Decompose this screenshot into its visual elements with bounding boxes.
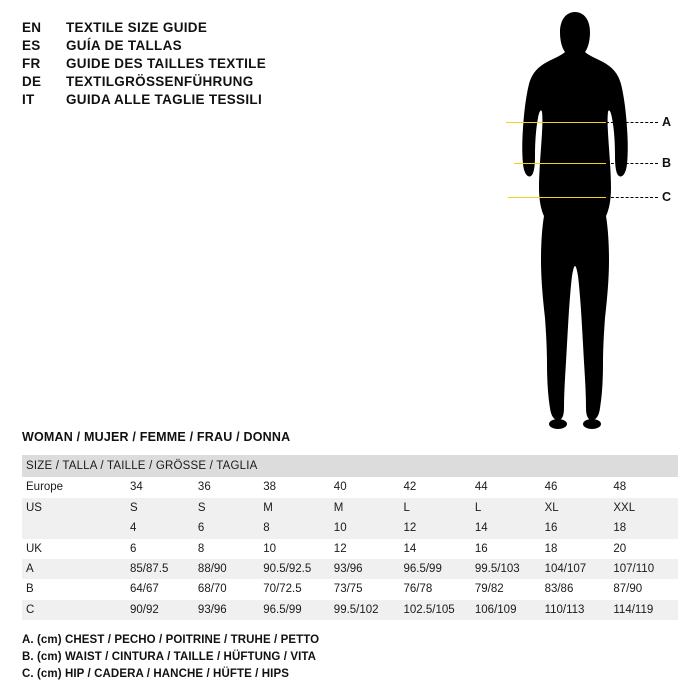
cell-usnum-6: 14 (471, 518, 541, 538)
cell-uk-2: 8 (194, 539, 259, 559)
language-code-it: IT (22, 92, 35, 107)
language-code-fr: FR (22, 56, 41, 71)
cell-c-7: 110/113 (541, 600, 610, 620)
cell-a-5: 96.5/99 (399, 559, 470, 579)
cell-europe-7: 46 (541, 477, 610, 497)
cell-us-5: L (399, 498, 470, 518)
cell-c-8: 114/119 (609, 600, 678, 620)
row-label-us: US (22, 498, 126, 518)
cell-c-3: 96.5/99 (259, 600, 330, 620)
table-row (22, 600, 678, 620)
cell-b-5: 76/78 (399, 579, 470, 599)
guide-line-a (506, 122, 606, 123)
table-row (22, 498, 678, 518)
title-row-en (22, 20, 492, 35)
size-table-wrapper (22, 455, 678, 620)
title-row-it (22, 92, 492, 107)
title-row-es (22, 38, 492, 53)
cell-us-1: S (126, 498, 194, 518)
table-header-label: SIZE / TALLA / TAILLE / GRÖSSE / TAGLIA (22, 455, 678, 477)
guide-line-b (514, 163, 606, 164)
cell-usnum-2: 6 (194, 518, 259, 538)
section-label-woman: WOMAN / MUJER / FEMME / FRAU / DONNA (22, 430, 291, 444)
row-label-b: B (22, 579, 126, 599)
footnotes (22, 634, 622, 685)
row-label-us-numeric (22, 518, 126, 538)
table-row (22, 559, 678, 579)
cell-europe-1: 34 (126, 477, 194, 497)
cell-europe-8: 48 (609, 477, 678, 497)
cell-usnum-3: 8 (259, 518, 330, 538)
title-text-it: GUIDA ALLE TAGLIE TESSILI (66, 92, 262, 107)
table-header-row (22, 455, 678, 477)
table-row (22, 518, 678, 538)
title-block (22, 20, 492, 110)
cell-uk-3: 10 (259, 539, 330, 559)
cell-us-3: M (259, 498, 330, 518)
cell-us-6: L (471, 498, 541, 518)
cell-europe-4: 40 (330, 477, 400, 497)
female-body-silhouette-icon (500, 8, 650, 438)
cell-c-6: 106/109 (471, 600, 541, 620)
cell-usnum-4: 10 (330, 518, 400, 538)
leader-line-c (606, 197, 658, 198)
cell-uk-7: 18 (541, 539, 610, 559)
cell-b-6: 79/82 (471, 579, 541, 599)
row-label-europe: Europe (22, 477, 126, 497)
row-label-c: C (22, 600, 126, 620)
cell-usnum-1: 4 (126, 518, 194, 538)
title-row-fr (22, 56, 492, 71)
cell-b-1: 64/67 (126, 579, 194, 599)
cell-usnum-5: 12 (399, 518, 470, 538)
title-text-es: GUÍA DE TALLAS (66, 38, 182, 53)
row-label-uk: UK (22, 539, 126, 559)
table-row (22, 579, 678, 599)
language-code-de: DE (22, 74, 42, 89)
cell-a-1: 85/87.5 (126, 559, 194, 579)
cell-a-6: 99.5/103 (471, 559, 541, 579)
cell-usnum-8: 18 (609, 518, 678, 538)
cell-c-2: 93/96 (194, 600, 259, 620)
cell-c-1: 90/92 (126, 600, 194, 620)
leader-line-b (606, 163, 658, 164)
title-text-fr: GUIDE DES TAILLES TEXTILE (66, 56, 267, 71)
cell-c-5: 102.5/105 (399, 600, 470, 620)
cell-us-8: XXL (609, 498, 678, 518)
measure-label-c: C (662, 190, 672, 204)
measurement-figure (470, 8, 695, 438)
cell-uk-5: 14 (399, 539, 470, 559)
cell-c-4: 99.5/102 (330, 600, 400, 620)
cell-us-7: XL (541, 498, 610, 518)
table-row (22, 539, 678, 559)
row-label-a: A (22, 559, 126, 579)
cell-b-3: 70/72.5 (259, 579, 330, 599)
cell-uk-4: 12 (330, 539, 400, 559)
cell-europe-6: 44 (471, 477, 541, 497)
cell-a-3: 90.5/92.5 (259, 559, 330, 579)
leader-line-a (606, 122, 658, 123)
cell-a-4: 93/96 (330, 559, 400, 579)
cell-uk-1: 6 (126, 539, 194, 559)
cell-a-2: 88/90 (194, 559, 259, 579)
cell-europe-3: 38 (259, 477, 330, 497)
size-table (22, 455, 678, 620)
cell-b-8: 87/90 (609, 579, 678, 599)
cell-us-2: S (194, 498, 259, 518)
table-row (22, 477, 678, 497)
cell-usnum-7: 16 (541, 518, 610, 538)
cell-uk-8: 20 (609, 539, 678, 559)
cell-b-2: 68/70 (194, 579, 259, 599)
cell-uk-6: 16 (471, 539, 541, 559)
cell-europe-2: 36 (194, 477, 259, 497)
cell-us-4: M (330, 498, 400, 518)
measure-label-b: B (662, 156, 672, 170)
footnote-b: B. (cm) WAIST / CINTURA / TAILLE / HÜFTUNG / VITA (22, 651, 317, 663)
language-code-es: ES (22, 38, 41, 53)
cell-a-7: 104/107 (541, 559, 610, 579)
footnote-a: A. (cm) CHEST / PECHO / POITRINE / TRUHE / PETTO (22, 634, 320, 646)
cell-a-8: 107/110 (609, 559, 678, 579)
cell-b-4: 73/75 (330, 579, 400, 599)
title-text-en: TEXTILE SIZE GUIDE (66, 20, 208, 35)
title-row-de (22, 74, 492, 89)
cell-europe-5: 42 (399, 477, 470, 497)
measure-label-a: A (662, 115, 672, 129)
title-text-de: TEXTILGRÖSSENFÜHRUNG (66, 74, 254, 89)
guide-line-c (508, 197, 606, 198)
language-code-en: EN (22, 20, 42, 35)
cell-b-7: 83/86 (541, 579, 610, 599)
footnote-c: C. (cm) HIP / CADERA / HANCHE / HÜFTE / HIPS (22, 668, 290, 680)
